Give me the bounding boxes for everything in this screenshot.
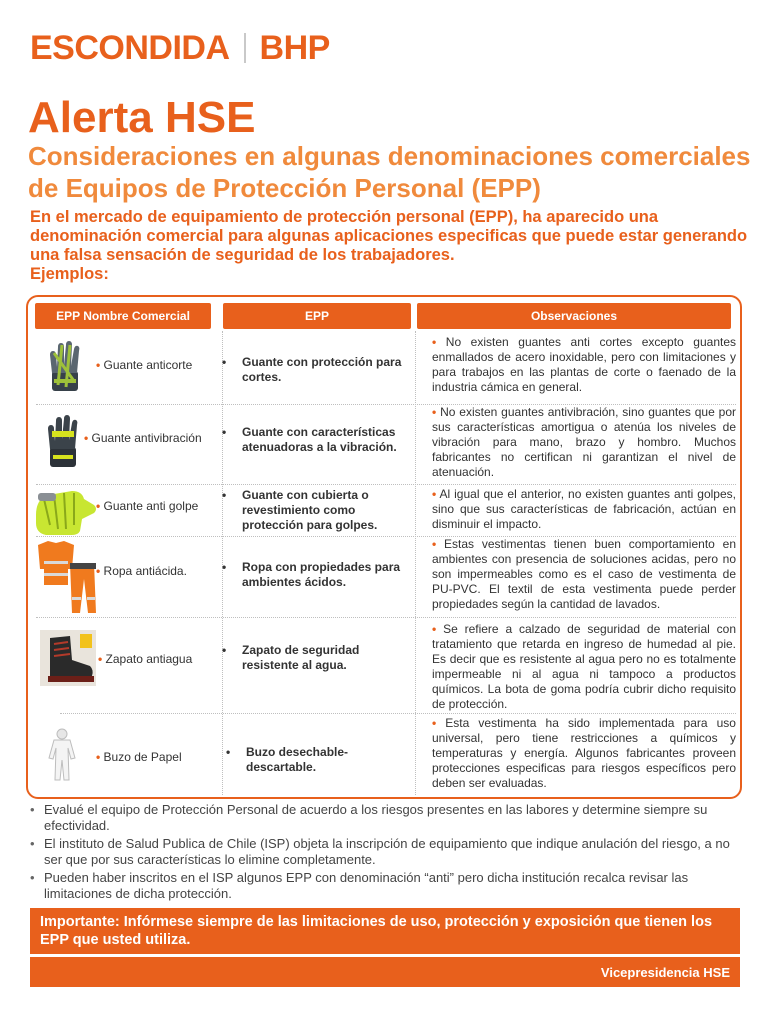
antivibration-glove-icon [44, 413, 84, 469]
bullet-glyph: • [432, 335, 437, 349]
row-epp-text: Guante con características atenuadoras a la vibración. [242, 425, 397, 454]
row-observation-text: Al igual que el anterior, no existen guantes anti golpes, sino que sus características de fabricación, actúan en disminuir el impacto. [432, 487, 736, 531]
row-observation-text: Estas vestimentas tienen buen comportamiento en ambientes con presencia de soluciones acidas, pero no son impermeables como es el caso de vestimenta de PU-PVC. El textil de esta vestimenta puede perder propiedades según la cantidad de lavados. [432, 537, 737, 611]
important-banner: Importante: Infórmese siempre de las limitaciones de uso, protección y exposición que tienen los EPP que usted utiliza. [30, 908, 740, 954]
row-epp-text: Zapato de seguridad resistente al agua. [242, 643, 360, 672]
table-row [30, 714, 738, 796]
bullet-glyph: • [432, 537, 437, 551]
row-name-text: Buzo de Papel [103, 750, 182, 764]
company-logo [30, 28, 330, 68]
row-name [96, 564, 187, 578]
row-observation-text: Se refiere a calzado de seguridad de material con tratamiento que retarda en ingreso de humedad al pie. Es decir que es resistente al agua pero no es totalmente impermeable ni al agua ni tampoco a productos químicos. La bota de goma podría cubrir dicho requisito de protección. [432, 622, 736, 711]
row-name [84, 431, 202, 445]
bullet-glyph: • [84, 431, 89, 445]
acid-resistant-clothing-icon [34, 539, 101, 615]
bullet-glyph: • [222, 425, 227, 439]
footer-text: Vicepresidencia HSE [600, 964, 730, 980]
table-row [30, 333, 738, 403]
row-epp-text: Guante con protección para cortes. [242, 355, 402, 384]
row-observation [432, 405, 736, 480]
row-observation [432, 487, 736, 532]
row-name [96, 499, 198, 513]
page-subtitle: Consideraciones en algunas denominaciones comerciales de Equipos de Protección Personal (EPP) [28, 141, 751, 203]
row-epp-text: Buzo desechable-descartable. [246, 745, 349, 774]
row-name-text: Ropa antiácida. [103, 564, 187, 578]
examples-label: Ejemplos: [30, 265, 109, 283]
logo-separator [244, 33, 246, 63]
intro-paragraph [30, 208, 750, 284]
row-epp-text: Guante con cubierta o revestimiento como protección para golpes. [242, 488, 378, 532]
column-header-nombre-comercial: EPP Nombre Comercial [35, 303, 211, 329]
bullet-glyph: • [432, 487, 437, 501]
row-name-text: Guante anticorte [103, 358, 193, 372]
row-observation-text: No existen guantes anti cortes excepto guantes enmallados de acero inoxidable, pero con limitaciones y para trabajos en las plantas de corte o faenado de la industria cámica en general. [432, 335, 737, 394]
row-observation [432, 537, 736, 612]
cut-resistant-glove-icon [44, 341, 88, 393]
recommendations-list [30, 802, 742, 904]
row-name-text: Guante anti golpe [103, 499, 199, 513]
waterproof-boot-icon [40, 630, 96, 686]
paper-coverall-icon [48, 728, 76, 782]
intro-text: En el mercado de equipamiento de protección personal (EPP), ha aparecido una denominación comercial para algunas aplicaciones especificas que puede estar generando una falsa sensación de seguridad de los trabajadores. [30, 208, 748, 264]
impact-glove-icon [32, 485, 101, 537]
row-name-text: Zapato antiagua [105, 652, 193, 666]
table-row [30, 618, 738, 710]
row-name-text: Guante antivibración [91, 431, 202, 445]
bullet-glyph: • [96, 750, 101, 764]
bullet-glyph: • [96, 564, 101, 578]
column-header-epp: EPP [223, 303, 411, 329]
footer-bar [30, 957, 740, 987]
bullet-glyph: • [222, 355, 227, 369]
list-item: • El instituto de Salud Publica de Chile (ISP) objeta la inscripción de equipamiento que indique anulación del riesgo, a no ser que por sus características lo elimine completamente. [30, 836, 742, 868]
bullet-glyph: • [432, 716, 437, 730]
table-row [30, 405, 738, 483]
row-observation-text: No existen guantes antivibración, sino guantes que por sus características amortigua o atenúa los niveles de vibración para mano, brazo y hombro. Muchos fabricantes no certifican ni garantizan el nivel de atenuación. [432, 405, 736, 479]
bullet-glyph: • [98, 652, 103, 666]
row-name [96, 358, 192, 372]
table-row [30, 537, 738, 617]
list-item: • Pueden haber inscritos en el ISP algunos EPP con denominación “anti” pero dicha institución recalca revisar las limitaciones de dicha protección. [30, 870, 742, 902]
table-row [30, 485, 738, 537]
row-observation [432, 716, 736, 791]
logo-bhp: BHP [259, 28, 330, 67]
logo-escondida: ESCONDIDA [30, 28, 230, 67]
row-observation-text: Esta vestimenta ha sido implementada para uso universal, pero tiene restricciones a químicos y temperaturas y energía. Algunos fabricantes proveen protecciones especificas para riesgos específicos pero deben ser evaluadas. [432, 716, 736, 790]
bullet-glyph: • [432, 622, 437, 636]
bullet-glyph: • [226, 745, 231, 759]
bullet-glyph: • [222, 488, 227, 502]
row-name [96, 750, 182, 764]
row-name [98, 652, 192, 666]
bullet-glyph: • [222, 560, 227, 574]
page-title: Alerta HSE [28, 93, 256, 142]
column-header-observaciones: Observaciones [417, 303, 731, 329]
bullet-glyph: • [222, 643, 227, 657]
row-observation [432, 622, 736, 712]
bullet-glyph: • [432, 405, 437, 419]
row-epp-text: Ropa con propiedades para ambientes ácidos. [242, 560, 401, 589]
list-item: • Evalué el equipo de Protección Personal de acuerdo a los riesgos presentes en las labores y determine siempre su efectividad. [30, 802, 742, 834]
bullet-glyph: • [96, 358, 101, 372]
row-observation [432, 335, 736, 395]
bullet-glyph: • [96, 499, 101, 513]
